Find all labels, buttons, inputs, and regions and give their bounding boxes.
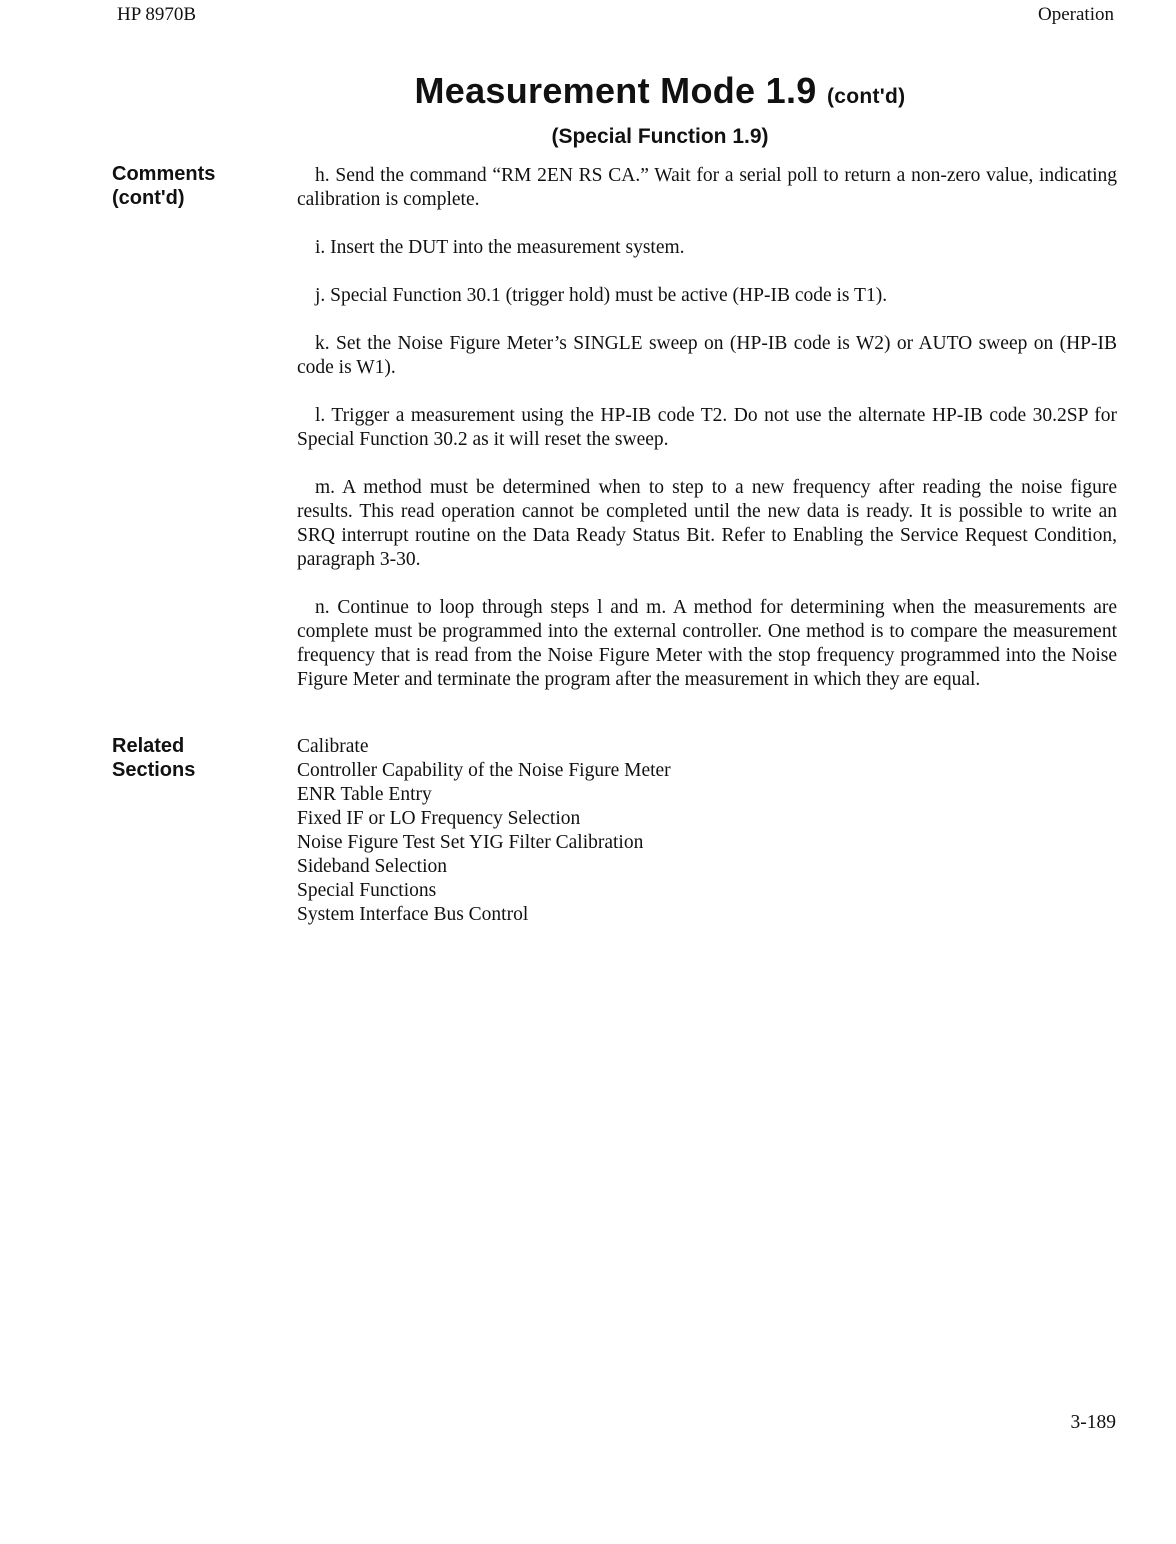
- header-section: Operation: [1038, 4, 1114, 25]
- related-label-line2: Sections: [112, 759, 196, 781]
- related-item-controller-capability: Controller Capability of the Noise Figure Meter: [297, 760, 671, 781]
- related-item-fixed-if-lo: Fixed IF or LO Frequency Selection: [297, 808, 581, 829]
- related-item-calibrate: Calibrate: [297, 736, 369, 757]
- related-item-special-functions: Special Functions: [297, 880, 437, 901]
- page-title-cont: (cont'd): [826, 85, 906, 108]
- page-title-main: Measurement Mode 1.9: [414, 70, 817, 111]
- page-number: 3-189: [1070, 1412, 1116, 1433]
- related-sections-label: [112, 734, 195, 782]
- comment-step-n: n. Continue to loop through steps l and m. A method for determining when the measurements are complete must be programmed into the external controller. One method is to compare the measurement frequency that is read from the Noise Figure Meter with the stop frequency programmed into the Noise Figure Meter and terminate the program after the measurement in which they are equal.: [297, 597, 1117, 690]
- comment-step-h: h. Send the command “RM 2EN RS CA.” Wait for a serial poll to return a non-zero value, indicating calibration is complete.: [297, 165, 1117, 210]
- related-label-line1: Related: [112, 735, 185, 757]
- related-item-system-interface: System Interface Bus Control: [297, 904, 529, 925]
- comment-step-k: k. Set the Noise Figure Meter’s SINGLE sweep on (HP-IB code is W2) or AUTO sweep on (HP-IB code is W1).: [297, 333, 1117, 378]
- comment-step-j: j. Special Function 30.1 (trigger hold) must be active (HP-IB code is T1).: [315, 285, 888, 306]
- comments-label-line2: (cont'd): [112, 187, 185, 209]
- page-title-block: [0, 70, 1176, 152]
- page-title: [0, 70, 1176, 118]
- comments-label: [112, 162, 215, 210]
- comment-step-l: l. Trigger a measurement using the HP-IB code T2. Do not use the alternate HP-IB code 30.2SP for Special Function 30.2 as it will reset the sweep.: [297, 405, 1117, 450]
- comments-label-line1: Comments: [112, 163, 216, 185]
- comment-step-i: i. Insert the DUT into the measurement system.: [315, 237, 685, 258]
- comments-body: [297, 164, 1117, 716]
- related-item-enr-table: ENR Table Entry: [297, 784, 432, 805]
- related-item-sideband: Sideband Selection: [297, 856, 448, 877]
- header-model: HP 8970B: [117, 4, 197, 25]
- related-item-yig-filter: Noise Figure Test Set YIG Filter Calibration: [297, 832, 644, 853]
- comment-step-m: m. A method must be determined when to step to a new frequency after reading the noise figure results. This read operation cannot be completed until the new data is ready. It is possible to write an SRQ interrupt routine on the Data Ready Status Bit. Refer to Enabling the Service Request Condition, paragraph 3-30.: [297, 477, 1117, 570]
- page-subtitle: (Special Function 1.9): [551, 125, 769, 148]
- related-sections-list: [297, 735, 671, 927]
